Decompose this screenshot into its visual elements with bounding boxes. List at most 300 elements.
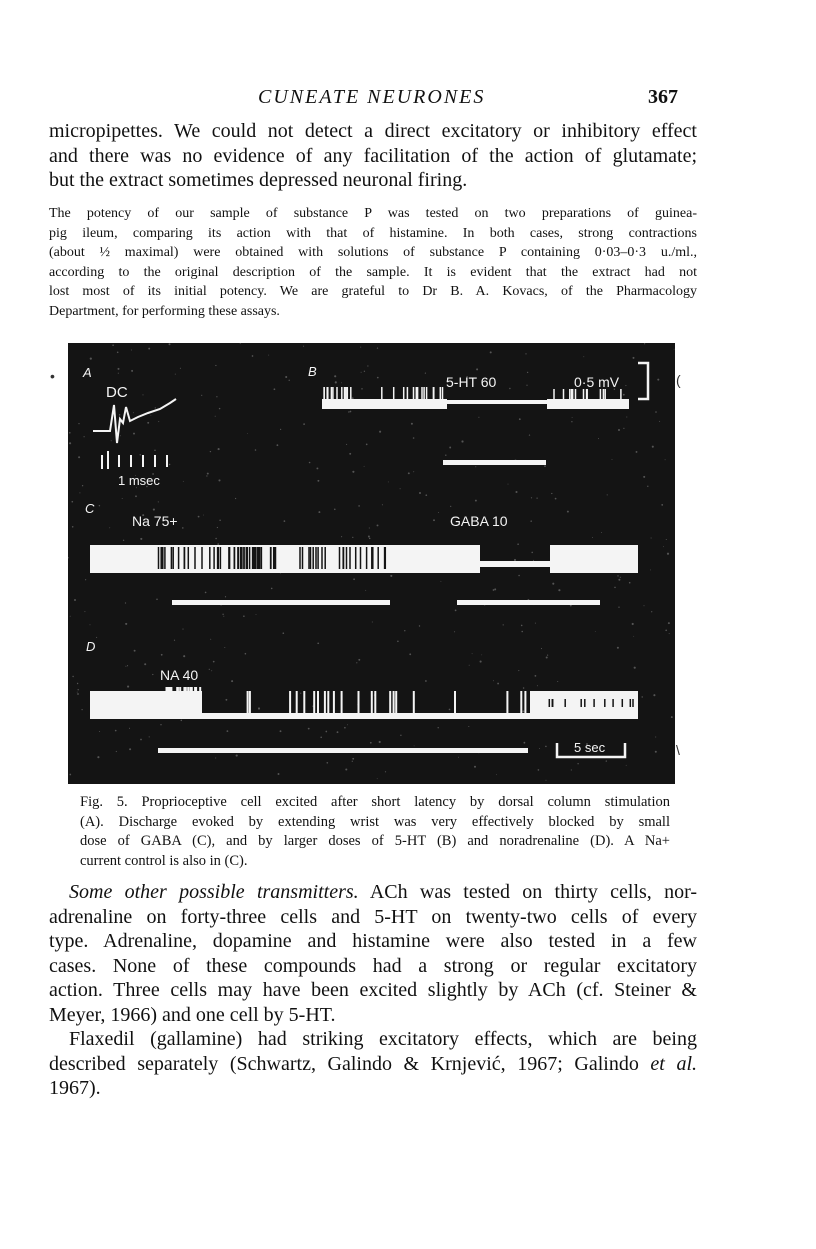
noise-dot — [555, 498, 557, 500]
noise-dot — [308, 728, 310, 730]
noise-dot — [125, 602, 126, 603]
noise-dot — [369, 538, 371, 540]
noise-dot — [440, 581, 441, 582]
noise-dot — [377, 778, 378, 779]
noise-dot — [335, 381, 337, 383]
noise-dot — [70, 616, 71, 617]
noise-dot — [369, 527, 370, 528]
noise-dot — [156, 599, 158, 601]
noise-dot — [222, 614, 223, 615]
panel-a-label: A — [83, 365, 92, 380]
noise-dot — [78, 456, 80, 458]
noise-dot — [258, 707, 260, 709]
noise-dot — [626, 765, 627, 766]
noise-dot — [625, 385, 626, 386]
text-line: Flaxedil (gallamine) had striking excitatory effects, which are being — [69, 1028, 697, 1050]
noise-dot — [352, 761, 353, 762]
panel-c-sodium-bar — [172, 600, 390, 605]
panel-a-dc: DC — [106, 384, 128, 401]
figure-svg — [68, 343, 675, 784]
text-line: according to the original description of the sample. It is evident that the extract had not — [49, 264, 697, 280]
noise-dot — [317, 642, 319, 644]
noise-dot — [618, 429, 620, 431]
noise-dot — [379, 741, 381, 743]
noise-dot — [280, 730, 282, 732]
noise-dot — [450, 506, 451, 507]
noise-dot — [361, 372, 362, 373]
noise-dot — [551, 493, 552, 494]
noise-dot — [523, 687, 525, 689]
text-line: Department, for performing these assays. — [49, 303, 280, 319]
noise-dot — [72, 676, 73, 677]
noise-dot — [256, 614, 257, 615]
panel-b-drug-bar — [443, 460, 546, 465]
noise-dot — [341, 382, 342, 383]
noise-dot — [209, 669, 210, 670]
noise-dot — [235, 498, 236, 499]
noise-dot — [546, 656, 548, 658]
noise-dot — [115, 730, 117, 732]
noise-dot — [325, 731, 327, 733]
noise-dot — [526, 385, 527, 386]
noise-dot — [445, 454, 446, 455]
noise-dot — [379, 431, 381, 433]
text-line — [49, 880, 697, 905]
noise-dot — [278, 773, 280, 775]
noise-dot — [225, 596, 226, 597]
noise-dot — [231, 680, 233, 682]
noise-dot — [280, 429, 281, 430]
evoked-potential-trace — [93, 399, 176, 443]
panel-b-scale: 0·5 mV — [574, 374, 620, 390]
noise-dot — [397, 641, 399, 643]
noise-dot — [79, 492, 80, 493]
noise-dot — [468, 726, 469, 727]
noise-dot — [592, 537, 593, 538]
noise-dot — [438, 512, 439, 513]
panel-c-baseline-post — [550, 545, 638, 573]
noise-dot — [347, 724, 348, 725]
noise-dot — [572, 417, 573, 418]
noise-dot — [400, 488, 401, 489]
noise-dot — [536, 497, 537, 498]
noise-dot — [255, 449, 257, 451]
noise-dot — [119, 414, 120, 415]
noise-dot — [655, 751, 657, 753]
noise-dot — [203, 515, 204, 516]
noise-dot — [85, 579, 86, 580]
noise-dot — [183, 655, 185, 657]
text-fragment: described separately (Schwartz, Galindo & Krnjević, 1967; Galindo — [49, 1052, 639, 1075]
noise-dot — [352, 397, 354, 399]
noise-dot — [607, 494, 608, 495]
noise-dot — [626, 416, 627, 417]
noise-dot — [117, 368, 119, 370]
noise-dot — [154, 449, 156, 451]
panel-b-drug: 5-HT 60 — [446, 374, 497, 390]
text-line: Meyer, 1966) and one cell by 5-HT. — [49, 1003, 336, 1026]
noise-dot — [414, 745, 415, 746]
noise-dot — [183, 481, 184, 482]
noise-dot — [134, 650, 136, 652]
text-line: type. Adrenaline, dopamine and histamine were also tested in a few — [49, 930, 697, 952]
noise-dot — [240, 343, 241, 344]
noise-dot — [317, 480, 319, 482]
noise-dot — [425, 494, 427, 496]
panel-b-baseline-pre — [322, 399, 447, 409]
noise-dot — [522, 710, 524, 712]
noise-dot — [140, 739, 142, 741]
noise-dot — [360, 347, 361, 348]
caption-line: (A). Discharge evoked by extending wrist was very effectively blocked by small — [80, 813, 670, 830]
noise-dot — [144, 663, 146, 665]
noise-dot — [567, 511, 569, 513]
noise-dot — [224, 647, 225, 648]
page-number: 367 — [648, 86, 678, 108]
noise-dot — [349, 453, 351, 455]
noise-dot — [344, 727, 346, 729]
noise-dot — [217, 543, 219, 545]
noise-dot — [419, 492, 421, 494]
noise-dot — [158, 421, 159, 422]
section-other-transmitters — [49, 880, 697, 1027]
text-line: The potency of our sample of substance P was tested on two preparations of guinea- — [49, 206, 697, 221]
noise-dot — [364, 371, 365, 372]
noise-dot — [595, 631, 596, 632]
noise-dot — [643, 476, 645, 478]
noise-dot — [245, 653, 247, 655]
noise-dot — [271, 588, 273, 590]
noise-dot — [617, 647, 619, 649]
noise-dot — [201, 395, 202, 396]
noise-dot — [358, 659, 360, 661]
noise-dot — [352, 471, 354, 473]
noise-dot — [367, 365, 368, 366]
noise-dot — [411, 423, 413, 425]
noise-dot — [125, 666, 126, 667]
noise-dot — [68, 557, 69, 558]
noise-dot — [618, 579, 620, 581]
noise-dot — [303, 423, 305, 425]
noise-dot — [408, 472, 410, 474]
noise-dot — [112, 344, 114, 346]
noise-dot — [129, 728, 130, 729]
noise-dot — [509, 388, 510, 389]
text-line: and there was no evidence of any facilitation of the action of glutamate; — [49, 144, 697, 167]
et-al: et al. — [650, 1052, 697, 1075]
noise-dot — [131, 370, 133, 372]
noise-dot — [623, 428, 624, 429]
noise-dot — [109, 527, 110, 528]
noise-dot — [668, 622, 670, 624]
noise-dot — [219, 520, 221, 522]
noise-dot — [518, 575, 520, 577]
noise-dot — [218, 479, 220, 481]
panel-d-baseline-drug — [202, 713, 530, 719]
noise-dot — [515, 491, 517, 493]
noise-dot — [236, 755, 238, 757]
noise-dot — [283, 632, 285, 634]
panel-c-drug1: Na 75+ — [132, 513, 178, 529]
noise-dot — [158, 501, 159, 502]
noise-dot — [650, 569, 651, 570]
noise-dot — [475, 500, 477, 502]
noise-dot — [663, 546, 664, 547]
noise-dot — [661, 504, 663, 506]
section-heading: Some other possible transmitters. — [69, 881, 359, 903]
noise-dot — [153, 509, 155, 511]
noise-dot — [337, 731, 339, 733]
noise-dot — [350, 411, 352, 413]
panel-b-baseline-drug — [447, 400, 547, 404]
noise-dot — [116, 751, 117, 752]
noise-dot — [388, 481, 389, 482]
running-title: CUNEATE NEURONES — [258, 86, 486, 108]
noise-dot — [372, 622, 373, 623]
noise-dot — [182, 629, 183, 630]
noise-dot — [78, 689, 79, 690]
noise-dot — [368, 536, 370, 538]
panel-b-baseline-post — [547, 399, 629, 409]
noise-dot — [345, 768, 347, 770]
noise-dot — [541, 648, 542, 649]
assay-note — [49, 204, 697, 321]
noise-dot — [490, 351, 492, 353]
caption-line: dose of GABA (C), and by larger doses of 5-HT (B) and noradrenaline (D). A Na+ — [80, 833, 670, 849]
noise-dot — [461, 440, 463, 442]
noise-dot — [377, 347, 378, 348]
noise-dot — [309, 462, 311, 464]
noise-dot — [118, 373, 119, 374]
noise-dot — [276, 444, 278, 446]
noise-dot — [525, 353, 526, 354]
noise-dot — [131, 349, 132, 350]
noise-dot — [341, 536, 342, 537]
noise-dot — [90, 358, 92, 360]
noise-dot — [364, 466, 365, 467]
noise-dot — [503, 624, 504, 625]
noise-dot — [455, 610, 457, 612]
noise-dot — [425, 680, 427, 682]
noise-dot — [521, 631, 523, 633]
noise-dot — [125, 623, 127, 625]
figure-oscilloscope — [68, 343, 675, 784]
noise-dot — [552, 583, 554, 585]
noise-dot — [97, 756, 99, 758]
noise-dot — [77, 692, 78, 693]
noise-dot — [620, 577, 621, 578]
text-line: lost most of its initial potency. We are grateful to Dr B. A. Kovacs, of the Pharmacology — [49, 284, 697, 299]
text-line: adrenaline on forty-three cells and 5-HT on twenty-two cells of every — [49, 905, 697, 928]
noise-dot — [151, 415, 152, 416]
noise-dot — [69, 432, 71, 434]
noise-dot — [252, 355, 254, 357]
noise-dot — [147, 422, 149, 424]
noise-dot — [361, 388, 362, 389]
noise-dot — [99, 731, 100, 732]
noise-dot — [334, 509, 336, 511]
noise-dot — [652, 446, 654, 448]
noise-dot — [535, 675, 537, 677]
noise-dot — [413, 471, 414, 472]
noise-dot — [598, 438, 599, 439]
noise-dot — [382, 504, 383, 505]
noise-dot — [539, 748, 540, 749]
noise-dot — [524, 742, 526, 744]
noise-dot — [320, 737, 322, 739]
noise-dot — [514, 559, 516, 561]
noise-dot — [127, 686, 129, 688]
noise-dot — [409, 653, 411, 655]
noise-dot — [365, 590, 366, 591]
noise-dot — [547, 655, 548, 656]
panel-c-label: C — [85, 501, 95, 516]
noise-dot — [671, 716, 673, 718]
margin-tick: \ — [676, 742, 680, 758]
text-line: micropipettes. We could not detect a direct excitatory or inhibitory effect — [49, 120, 697, 142]
noise-dot — [180, 368, 181, 369]
noise-dot — [215, 757, 216, 758]
noise-dot — [481, 654, 482, 655]
noise-dot — [213, 661, 215, 663]
caption-line: Fig. 5. Proprioceptive cell excited after short latency by dorsal column stimulation — [80, 794, 670, 810]
noise-dot — [633, 636, 634, 637]
noise-dot — [544, 465, 546, 467]
noise-dot — [612, 459, 613, 460]
noise-dot — [352, 537, 353, 538]
noise-dot — [601, 532, 602, 533]
noise-dot — [377, 524, 379, 526]
noise-dot — [614, 587, 616, 589]
text-line: but the extract sometimes depressed neuronal firing. — [49, 169, 468, 191]
noise-dot — [268, 355, 269, 356]
noise-dot — [647, 486, 648, 487]
noise-dot — [629, 582, 631, 584]
noise-dot — [148, 348, 150, 350]
noise-dot — [508, 484, 509, 485]
noise-dot — [480, 661, 482, 663]
noise-dot — [484, 605, 485, 606]
noise-dot — [174, 640, 175, 641]
noise-dot — [78, 423, 79, 424]
noise-dot — [390, 575, 392, 577]
noise-dot — [493, 589, 495, 591]
noise-dot — [449, 709, 451, 711]
noise-dot — [353, 578, 355, 580]
noise-dot — [583, 356, 584, 357]
panel-d-baseline-pre — [90, 691, 202, 719]
noise-dot — [469, 665, 470, 666]
noise-dot — [370, 742, 372, 744]
noise-dot — [557, 681, 558, 682]
noise-dot — [127, 665, 128, 666]
noise-dot — [285, 376, 287, 378]
noise-dot — [655, 736, 656, 737]
noise-dot — [225, 699, 227, 701]
noise-dot — [198, 516, 200, 518]
noise-dot — [571, 421, 572, 422]
noise-dot — [438, 727, 439, 728]
panel-d-drug: NA 40 — [160, 667, 199, 683]
noise-dot — [182, 527, 184, 529]
noise-dot — [69, 442, 71, 444]
noise-dot — [169, 464, 170, 465]
noise-dot — [527, 372, 528, 373]
noise-dot — [81, 709, 82, 710]
noise-dot — [476, 368, 478, 370]
noise-dot — [425, 373, 426, 374]
noise-dot — [161, 654, 163, 656]
noise-dot — [419, 625, 420, 626]
noise-dot — [133, 412, 134, 413]
text-line: 1967). — [49, 1077, 101, 1099]
noise-dot — [531, 552, 533, 554]
noise-dot — [82, 485, 83, 486]
noise-dot — [449, 447, 451, 449]
noise-dot — [247, 433, 248, 434]
noise-dot — [90, 624, 91, 625]
noise-dot — [135, 495, 137, 497]
voltage-scale-bracket — [638, 363, 648, 399]
noise-dot — [618, 607, 619, 608]
noise-dot — [636, 451, 638, 453]
noise-dot — [334, 375, 336, 377]
noise-dot — [243, 615, 245, 617]
noise-dot — [300, 693, 301, 694]
noise-dot — [149, 736, 150, 737]
noise-dot — [122, 498, 123, 499]
noise-dot — [494, 588, 496, 590]
noise-dot — [404, 630, 405, 631]
text-line: (about ½ maximal) were obtained with solutions of substance P containing 0·03–0·3 u./ml., — [49, 245, 697, 260]
margin-tick: ( — [676, 372, 681, 388]
noise-dot — [529, 434, 530, 435]
panel-d-label: D — [86, 639, 96, 654]
noise-dot — [318, 511, 320, 513]
noise-dot — [665, 459, 666, 460]
noise-dot — [210, 451, 211, 452]
noise-dot — [537, 685, 538, 686]
text-fragment: ACh was tested on thirty cells, nor- — [369, 881, 697, 903]
noise-dot — [175, 374, 176, 375]
noise-dot — [458, 757, 459, 758]
noise-dot — [521, 625, 523, 627]
noise-dot — [274, 388, 276, 390]
noise-dot — [77, 693, 79, 695]
noise-dot — [558, 589, 560, 591]
paragraph-top — [49, 119, 697, 193]
noise-dot — [633, 357, 635, 359]
noise-dot — [210, 639, 211, 640]
panel-c-baseline-pre — [90, 545, 480, 573]
noise-dot — [289, 380, 290, 381]
noise-dot — [533, 560, 534, 561]
noise-dot — [531, 497, 532, 498]
noise-dot — [665, 629, 667, 631]
noise-dot — [216, 396, 217, 397]
noise-dot — [653, 694, 655, 696]
noise-dot — [617, 575, 618, 576]
noise-dot — [215, 365, 216, 366]
noise-dot — [571, 769, 572, 770]
time-markers — [102, 451, 167, 469]
noise-dot — [169, 343, 171, 345]
noise-dot — [606, 760, 607, 761]
noise-dot — [366, 444, 368, 446]
noise-dot — [474, 766, 476, 768]
noise-dot — [475, 466, 476, 467]
noise-dot — [674, 349, 675, 350]
